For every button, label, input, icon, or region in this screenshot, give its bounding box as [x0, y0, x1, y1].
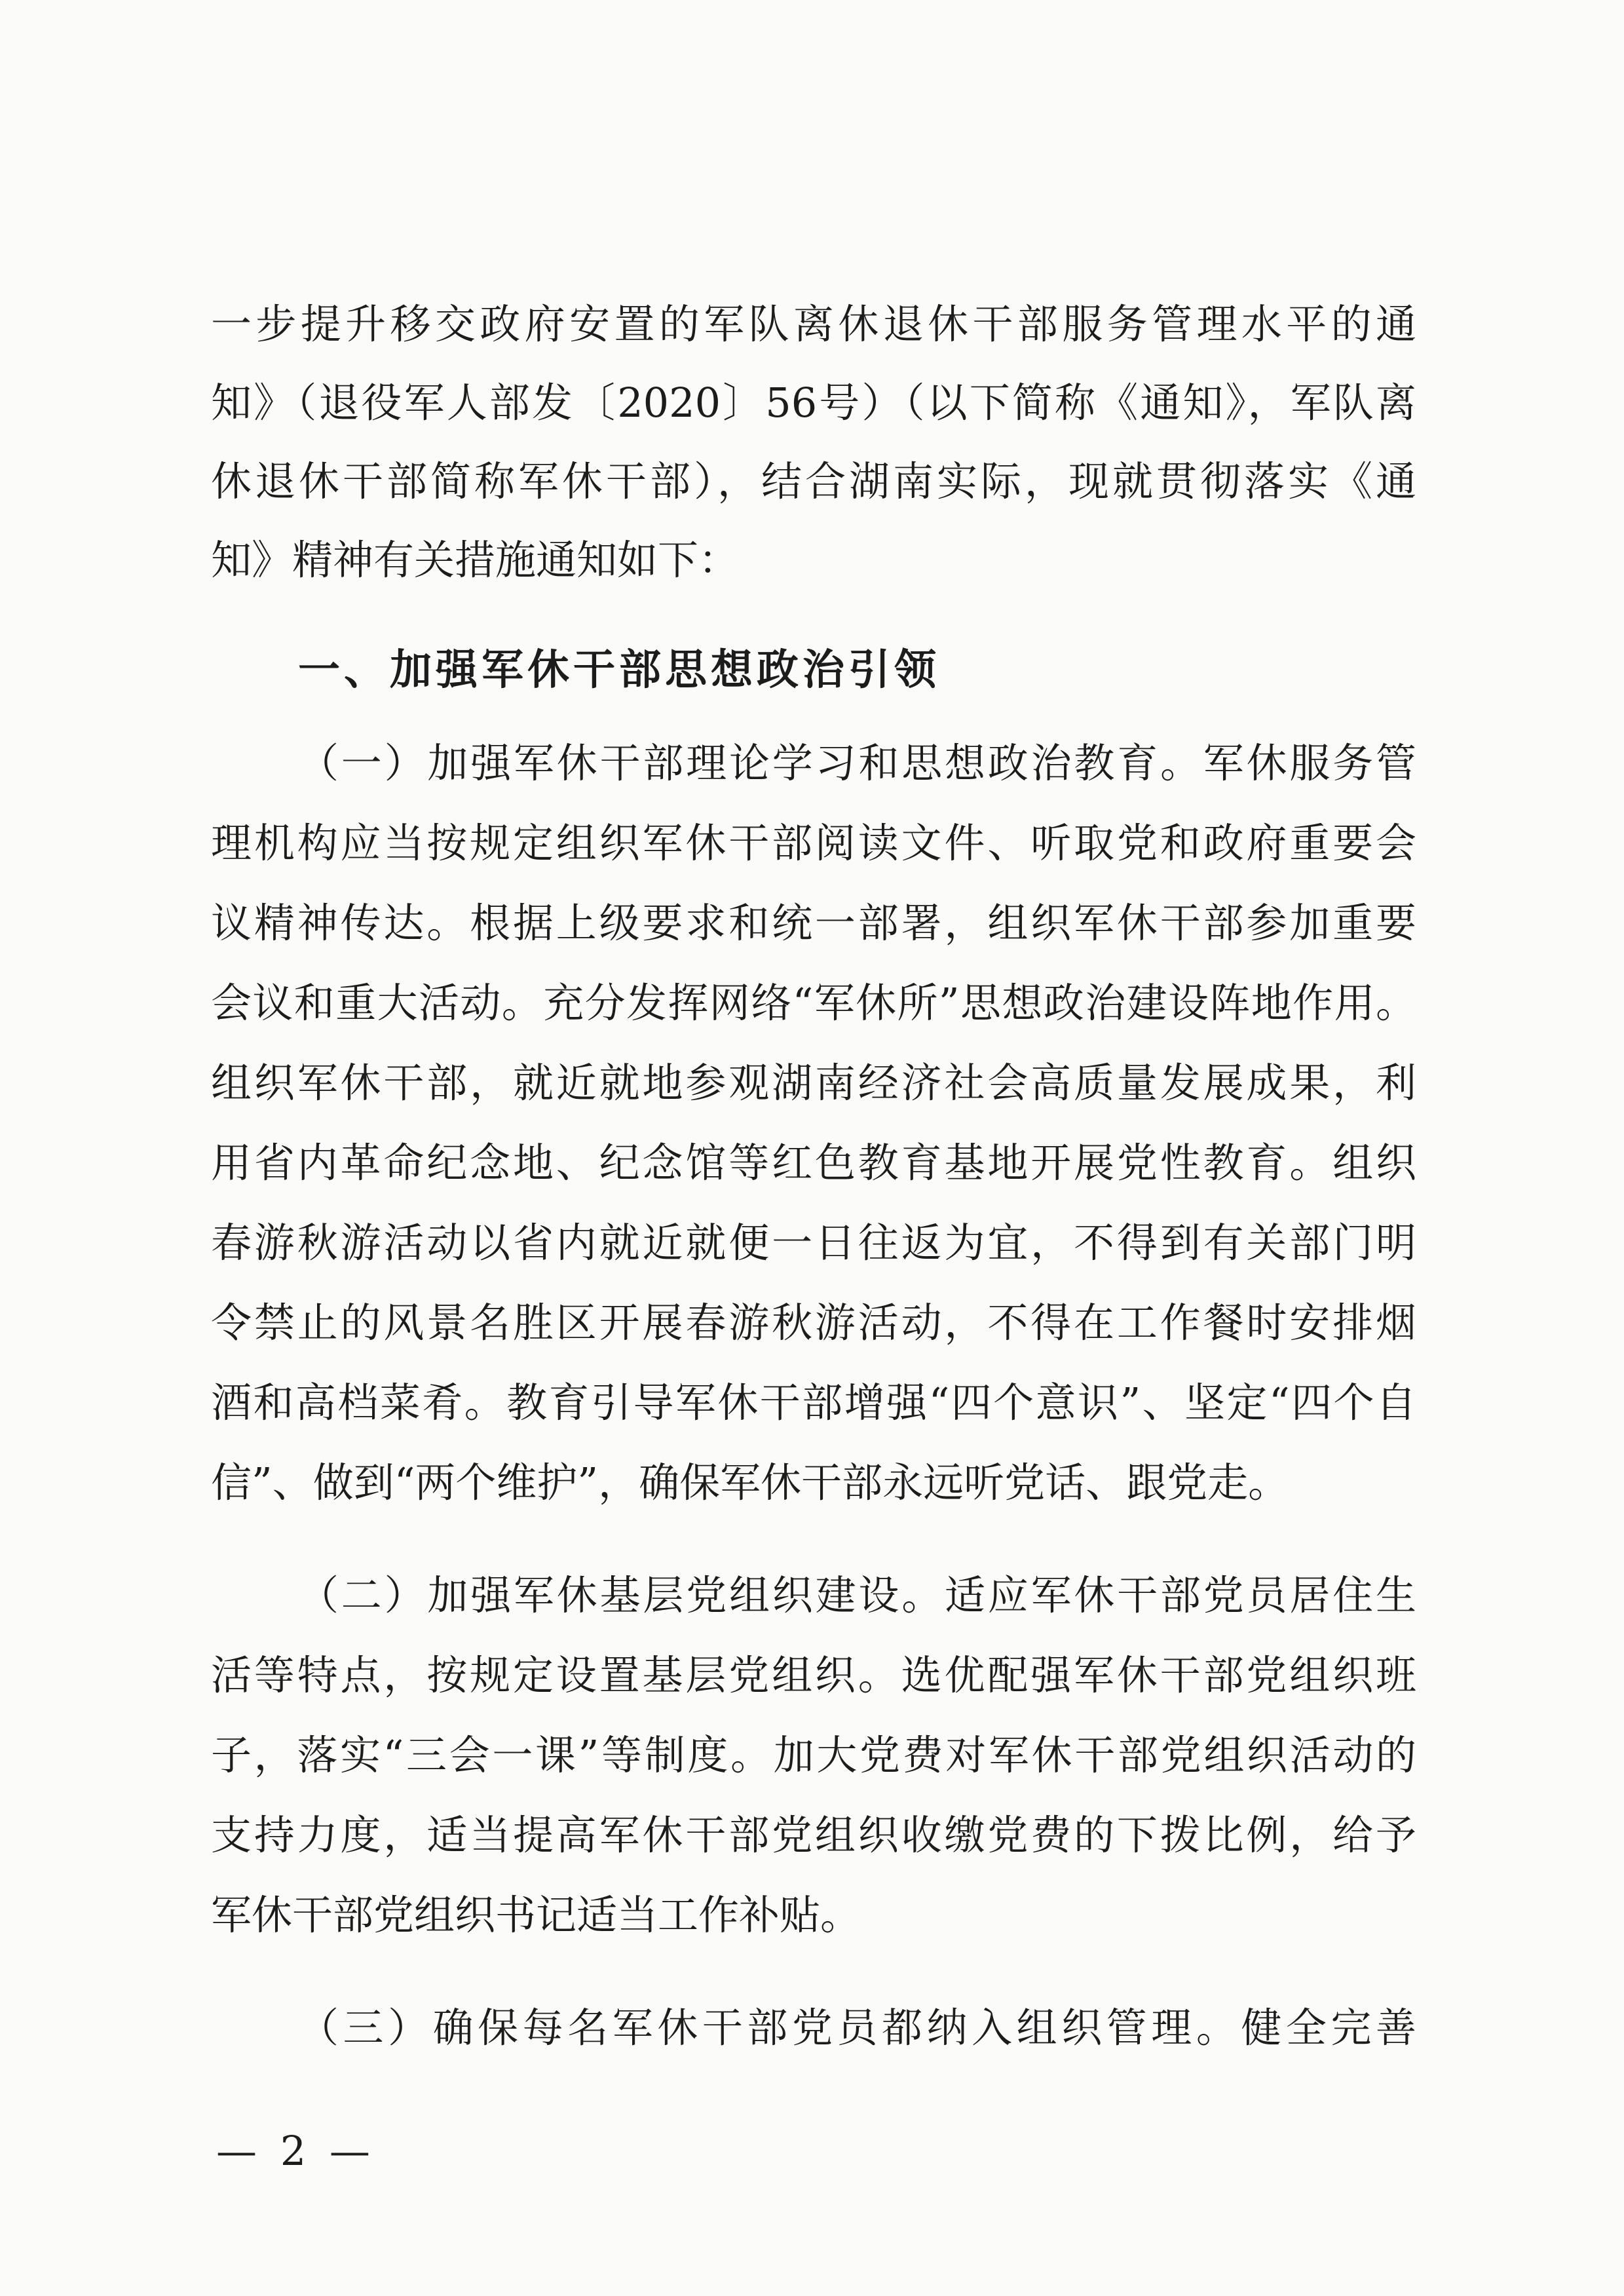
section-heading: 一、加强军休干部思想政治引领	[298, 646, 940, 695]
paragraph1-line-1: （一）加强军休干部理论学习和思想政治教育。军休服务管	[298, 739, 1416, 787]
paragraph2-line-4: 支持力度，适当提高军休干部党组织收缴党费的下拨比例，给予	[211, 1811, 1416, 1859]
paragraph1-line-3: 议精神传达。根据上级要求和统一部署，组织军休干部参加重要	[211, 899, 1416, 947]
paragraph1-line-2: 理机构应当按规定组织军休干部阅读文件、听取党和政府重要会	[211, 819, 1416, 867]
paragraph2-line-5: 军休干部党组织书记适当工作补贴。	[211, 1891, 861, 1939]
paragraph1-line-4: 会议和重大活动。充分发挥网络“军休所”思想政治建设阵地作用。	[211, 979, 1416, 1027]
paragraph2-line-2: 活等特点，按规定设置基层党组织。选优配强军休干部党组织班	[211, 1651, 1416, 1699]
paragraph1-line-6: 用省内革命纪念地、纪念馆等红色教育基地开展党性教育。组织	[211, 1139, 1416, 1187]
paragraph1-line-9: 酒和高档菜肴。教育引导军休干部增强“四个意识”、坚定“四个自	[211, 1379, 1416, 1426]
paragraph1-line-8: 令禁止的风景名胜区开展春游秋游活动，不得在工作餐时安排烟	[211, 1299, 1416, 1347]
body-line-4: 知》精神有关措施通知如下：	[211, 536, 740, 584]
paragraph1-line-5: 组织军休干部，就近就地参观湖南经济社会高质量发展成果，利	[211, 1059, 1416, 1107]
page-number: — 2 —	[216, 2127, 375, 2175]
paragraph2-line-1: （二）加强军休基层党组织建设。适应军休干部党员居住生	[298, 1571, 1416, 1619]
paragraph3-line-1: （三）确保每名军休干部党员都纳入组织管理。健全完善	[298, 2004, 1416, 2052]
body-line-1: 一步提升移交政府安置的军队离休退休干部服务管理水平的通	[211, 300, 1416, 348]
paragraph1-line-7: 春游秋游活动以省内就近就便一日往返为宜，不得到有关部门明	[211, 1219, 1416, 1267]
paragraph2-line-3: 子，落实“三会一课”等制度。加大党费对军休干部党组织活动的	[211, 1731, 1416, 1779]
body-line-2: 知》（退役军人部发〔2020〕56号）（以下简称《通知》，军队离	[211, 379, 1416, 427]
paragraph1-line-10: 信”、做到“两个维护”，确保军休干部永远听党话、跟党走。	[211, 1459, 1289, 1506]
body-line-3: 休退休干部简称军休干部），结合湖南实际，现就贯彻落实《通	[211, 457, 1416, 505]
